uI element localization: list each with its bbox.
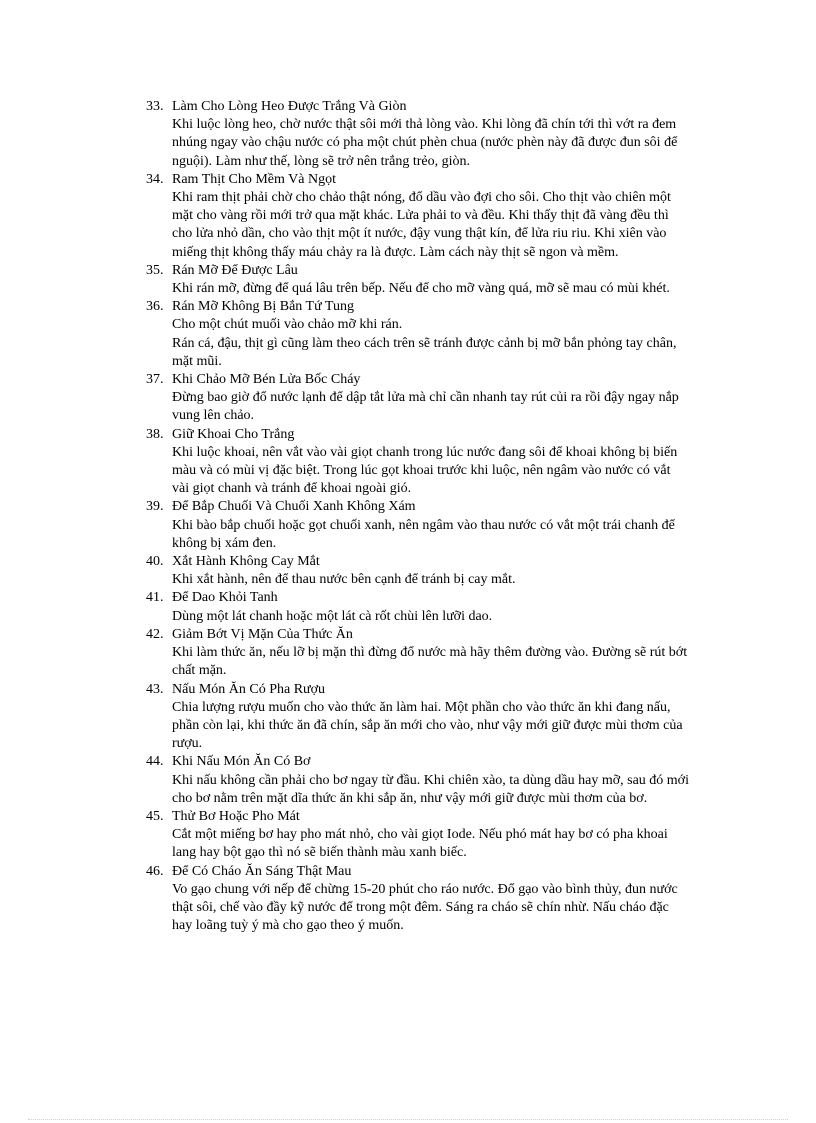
tip-body	[172, 116, 691, 171]
tip-item	[146, 262, 691, 298]
tip-body	[172, 699, 691, 754]
tip-title: Thử Bơ Hoặc Pho Mát	[172, 808, 300, 824]
tip-body	[172, 608, 691, 626]
tip-number: 33.	[146, 99, 164, 114]
tip-body	[172, 389, 691, 425]
tip-title: Giảm Bớt Vị Mặn Của Thức Ăn	[172, 626, 353, 642]
tip-paragraph: Đừng bao giờ đổ nước lạnh để dập tắt lửa mà chỉ cần nhanh tay rút củi ra rồi đậy ngay nắp vung lên chảo.	[172, 390, 679, 424]
tip-number: 45.	[146, 808, 164, 824]
tip-paragraph: Khi bào bắp chuối hoặc gọt chuối xanh, nên ngâm vào thau nước có vắt một trái chanh để không bị xám đen.	[172, 517, 675, 551]
tip-item	[146, 171, 691, 262]
tip-item	[146, 98, 691, 171]
tip-item	[146, 626, 691, 681]
tip-body	[172, 316, 691, 371]
tip-number: 44.	[146, 754, 164, 770]
tip-number: 42.	[146, 626, 164, 642]
tip-title: Ram Thịt Cho Mềm Và Ngọt	[172, 171, 336, 187]
tip-paragraph: Vo gạo chung với nếp để chừng 15-20 phút cho ráo nước. Đổ gạo vào bình thủy, đun nước thật sôi, chế vào đầy kỹ nước để trong một đêm. Sáng ra cháo sẽ chín nhừ. Nấu cháo đặc hay loãng tuỳ ý mà cho gạo theo ý muốn.	[172, 881, 678, 934]
tip-number: 34.	[146, 171, 164, 187]
tip-item	[146, 808, 691, 863]
tip-body	[172, 826, 691, 862]
tip-paragraph: Khi rán mỡ, đừng để quá lâu trên bếp. Nếu để cho mỡ vàng quá, mỡ sẽ mau có mùi khét.	[172, 281, 670, 297]
tip-item	[146, 426, 691, 499]
tip-item	[146, 589, 691, 625]
tip-title: Rán Mỡ Không Bị Bắn Tứ Tung	[172, 299, 354, 315]
tip-body	[172, 189, 691, 262]
tip-number: 41.	[146, 590, 164, 606]
tip-item	[146, 371, 691, 426]
tip-body	[172, 444, 691, 499]
page-bottom-rule	[28, 1119, 788, 1120]
tip-number: 36.	[146, 299, 164, 315]
tip-title: Giữ Khoai Cho Trắng	[172, 426, 295, 442]
tip-body	[172, 517, 691, 553]
tip-number: 39.	[146, 499, 164, 515]
tip-title: Xắt Hành Không Cay Mắt	[172, 554, 320, 570]
tip-number: 35.	[146, 262, 164, 278]
tip-paragraph: Chia lượng rượu muốn cho vào thức ăn làm hai. Một phần cho vào thức ăn khi đang nấu, phần còn lại, khi thức ăn đã chín, sắp ăn mới cho vào, như vậy mới giữ được mùi thơm của rượu.	[172, 699, 683, 752]
tip-paragraph: Khi làm thức ăn, nếu lỡ bị mặn thì đừng đổ nước mà hãy thêm đường vào. Đường sẽ rút bớt chất mặn.	[172, 645, 688, 679]
tip-paragraph: Khi luộc khoai, nên vắt vào vài giọt chanh trong lúc nước đang sôi để khoai không bị biến màu và có mùi vị đặc biệt. Trong lúc gọt khoai trước khi luộc, nên ngâm vào nước có vắt vài giọt chanh và tránh để khoai ngoài gió.	[172, 444, 678, 497]
tip-title: Làm Cho Lòng Heo Được Trắng Và Giòn	[172, 99, 407, 114]
tip-body	[172, 644, 691, 680]
tip-number: 43.	[146, 681, 164, 697]
tip-item	[146, 753, 691, 808]
tips-list	[146, 98, 691, 935]
tip-title: Để Có Cháo Ăn Sáng Thật Mau	[172, 863, 352, 879]
tip-title: Khi Nấu Món Ăn Có Bơ	[172, 754, 311, 770]
tip-paragraph: Cho một chút muối vào chảo mỡ khi rán.	[172, 317, 403, 333]
tip-body	[172, 772, 691, 808]
tip-number: 38.	[146, 426, 164, 442]
tip-item	[146, 681, 691, 754]
tip-paragraph: Khi luộc lòng heo, chờ nước thật sôi mới thả lòng vào. Khi lòng đã chín tới thì vớt ra đem nhúng ngay vào chậu nước có pha một chút phèn chua (nước phèn này đã được đun sôi để nguội). Làm như thế, lòng sẽ trở nên trắng trẻo, giòn.	[172, 117, 678, 169]
tip-paragraph: Khi xắt hành, nên để thau nước bên cạnh để tránh bị cay mắt.	[172, 572, 516, 588]
tip-title: Nấu Món Ăn Có Pha Rượu	[172, 681, 326, 697]
tip-title: Rán Mỡ Để Được Lâu	[172, 262, 298, 278]
tip-paragraph: Cắt một miếng bơ hay pho mát nhỏ, cho vài giọt Iode. Nếu phó mát hay bơ có pha khoai lang hay bột gạo thì nó sẽ biến thành màu xanh biếc.	[172, 827, 668, 861]
tip-body	[172, 571, 691, 589]
tip-item	[146, 553, 691, 589]
tip-number: 40.	[146, 554, 164, 570]
tip-item	[146, 298, 691, 371]
tip-paragraph: Khi nấu không cần phải cho bơ ngay từ đầu. Khi chiên xào, ta dùng dầu hay mỡ, sau đó mới cho bơ nằm trên mặt dĩa thức ăn khi sắp ăn, như vậy mới giữ được mùi thơm của bơ.	[172, 772, 689, 806]
tip-paragraph: Rán cá, đậu, thịt gì cũng làm theo cách trên sẽ tránh được cảnh bị mỡ bắn phỏng tay chân, mặt mũi.	[172, 335, 677, 369]
tip-title: Để Dao Khỏi Tanh	[172, 590, 278, 606]
tip-paragraph: Khi ram thịt phải chờ cho chảo thật nóng, đổ dầu vào đợi cho sôi. Cho thịt vào chiên một mặt cho vàng rồi mới trở qua mặt khác. Lửa phải to và đều. Khi thấy thịt đã vàng đều thì cho lửa nhỏ dần, cho vào thịt một ít nước, đậy vung thật kín, để lửa riu riu. Khi xiên vào miếng thịt không thấy máu chảy ra là được. Làm cách này thịt sẽ ngon và mềm.	[172, 190, 671, 260]
tip-body	[172, 881, 691, 936]
tip-number: 46.	[146, 863, 164, 879]
tip-title: Để Bắp Chuối Và Chuối Xanh Không Xám	[172, 499, 416, 515]
tip-title: Khi Chảo Mỡ Bén Lửa Bốc Cháy	[172, 372, 361, 388]
tip-item	[146, 498, 691, 553]
tip-paragraph: Dùng một lát chanh hoặc một lát cà rốt chùi lên lưỡi dao.	[172, 608, 493, 624]
tip-item	[146, 863, 691, 936]
tip-body	[172, 280, 691, 298]
tip-number: 37.	[146, 372, 164, 388]
